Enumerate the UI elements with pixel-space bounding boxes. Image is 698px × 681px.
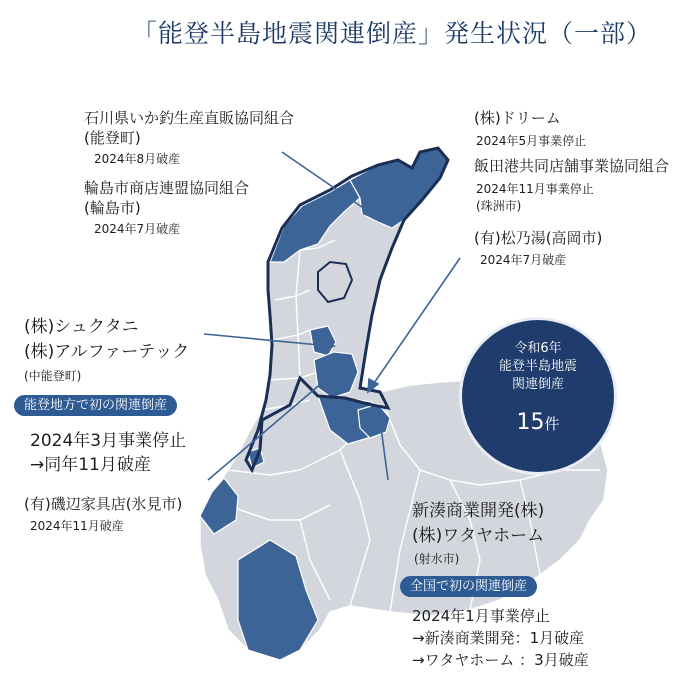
label-noto-bankrupt: →同年11月破産 — [30, 455, 151, 475]
label-alfa-name: (株)アルファーテック — [24, 342, 190, 362]
label-wajima-name: 輪島市商店連盟協同組合 — [84, 179, 250, 197]
label-national-wataya: →ワタヤホーム ：3月破産 — [412, 651, 589, 669]
label-wajima-date: 2024年7月破産 — [94, 222, 181, 236]
badge-line-bankrupt: 関連倒産 — [511, 377, 564, 392]
label-national-shinminato: →新湊商業開発：1月破産 — [412, 629, 585, 647]
label-matsuno-date: 2024年7月破産 — [480, 253, 567, 267]
label-watayahome-name: (株)ワタヤホーム — [412, 526, 545, 546]
badge-line-quake: 能登半島地震 — [498, 359, 577, 374]
label-noto-stop: 2024年3月事業停止 — [30, 431, 187, 451]
noto-first-pill: 能登地方で初の関連倒産 — [14, 395, 177, 416]
label-shinminato-name: 新湊商業開発(株) — [412, 501, 545, 521]
total-count-badge — [462, 320, 614, 472]
label-nakanoto-city: (中能登町) — [24, 369, 82, 383]
label-ishikawa-date: 2024年8月破産 — [94, 152, 181, 166]
label-iida-city: (珠洲市) — [476, 199, 522, 213]
label-dream-name: (株)ドリーム — [474, 109, 561, 127]
label-wajima-city: (輪島市) — [84, 199, 141, 217]
page-title: 「能登半島地震関連倒産」発生状況（一部） — [132, 19, 653, 48]
label-shukutani-name: (株)シュクタニ — [24, 317, 139, 337]
label-ishikawa-name: 石川県いか釣生産直販協同組合 — [84, 109, 295, 127]
badge-count-value: 15 — [516, 410, 545, 435]
label-isobe-date: 2024年11月破産 — [30, 519, 124, 533]
label-isobe-name: (有)磯辺家具店(氷見市) — [24, 495, 183, 513]
label-ishikawa-city: (能登町) — [84, 129, 141, 147]
label-matsuno-name: (有)松乃湯(高岡市) — [474, 229, 603, 247]
label-iida-name: 飯田港共同店舗事業協同組合 — [474, 157, 670, 175]
national-first-pill: 全国で初の関連倒産 — [400, 576, 537, 597]
badge-count — [462, 410, 614, 435]
label-iida-date: 2024年11月事業停止 — [476, 182, 594, 196]
badge-line-year: 令和6年 — [514, 341, 562, 356]
label-national-stop: 2024年1月事業停止 — [412, 607, 550, 625]
label-imizu-city: (射水市) — [414, 552, 460, 566]
label-dream-date: 2024年5月事業停止 — [476, 134, 587, 148]
badge-count-unit: 件 — [544, 415, 560, 433]
